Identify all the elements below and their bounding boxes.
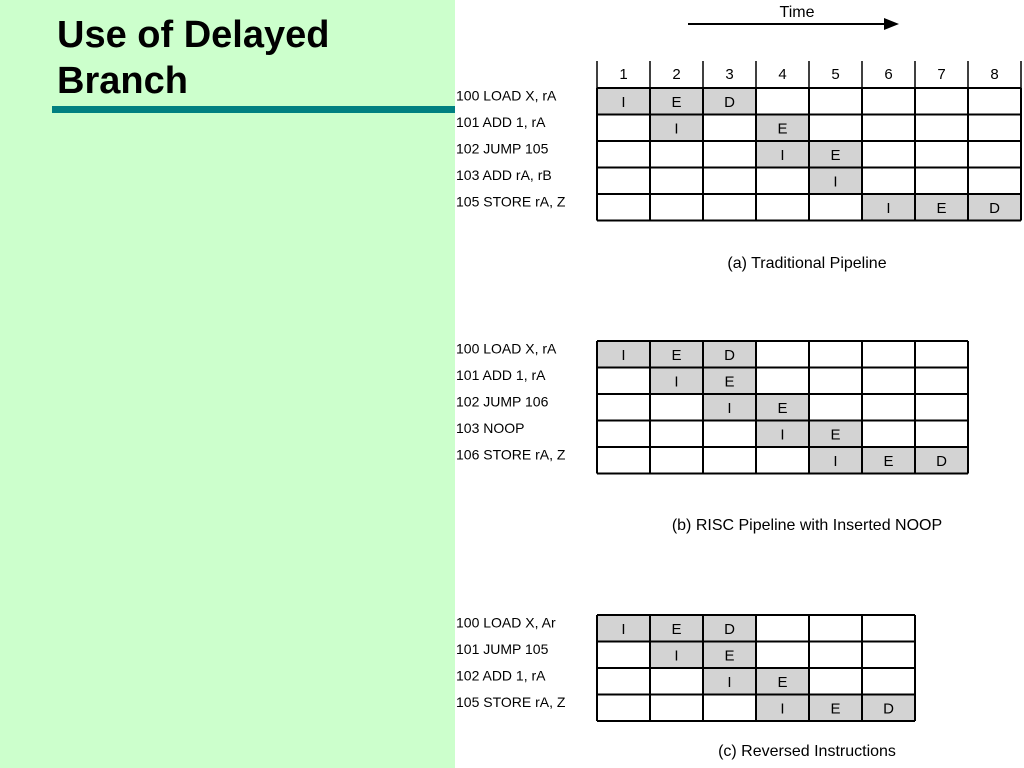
stage-label: E (777, 120, 788, 138)
time-column-label: 8 (990, 66, 999, 83)
stage-label: I (780, 426, 785, 444)
instruction-label: 102 JUMP 106 (456, 393, 549, 410)
stage-label: E (671, 620, 682, 638)
stage-label: I (621, 93, 626, 111)
instruction-label: 100 LOAD X, rA (456, 340, 557, 357)
stage-label: I (674, 373, 679, 391)
instruction-label: 103 ADD rA, rB (456, 166, 552, 183)
stage-label: E (830, 146, 841, 164)
stage-label: E (724, 373, 735, 391)
instruction-label: 105 STORE rA, Z (456, 693, 566, 710)
stage-label: I (833, 452, 838, 470)
pipeline-caption: (c) Reversed Instructions (718, 743, 896, 760)
time-column-label: 2 (672, 66, 681, 83)
stage-label: E (883, 452, 894, 470)
stage-label: E (777, 399, 788, 417)
stage-label: D (724, 93, 735, 111)
time-arrow-head (884, 18, 899, 30)
instruction-label: 100 LOAD X, Ar (456, 614, 556, 631)
instruction-label: 106 STORE rA, Z (456, 446, 566, 463)
stage-label: D (724, 346, 735, 364)
stage-label: I (621, 346, 626, 364)
pipeline-caption: (a) Traditional Pipeline (727, 255, 887, 272)
instruction-label: 105 STORE rA, Z (456, 193, 566, 210)
stage-label: D (936, 452, 947, 470)
time-column-label: 5 (831, 66, 840, 83)
stage-label: I (886, 199, 891, 217)
instruction-label: 100 LOAD X, rA (456, 87, 557, 104)
time-column-label: 3 (725, 66, 734, 83)
stage-label: I (727, 673, 732, 691)
instruction-label: 101 ADD 1, rA (456, 113, 546, 130)
stage-label: I (780, 700, 785, 718)
pipeline-1 (456, 61, 1021, 272)
time-column-label: 7 (937, 66, 946, 83)
stage-label: I (727, 399, 732, 417)
pipeline-2 (456, 340, 968, 534)
time-column-label: 6 (884, 66, 893, 83)
stage-label: E (671, 346, 682, 364)
time-axis (688, 4, 899, 30)
stage-label: I (780, 146, 785, 164)
pipeline-caption: (b) RISC Pipeline with Inserted NOOP (671, 517, 943, 534)
stage-label: D (724, 620, 735, 638)
instruction-label: 102 JUMP 105 (456, 140, 549, 157)
instruction-label: 103 NOOP (456, 419, 525, 436)
time-column-label: 1 (619, 66, 628, 83)
stage-label: I (674, 647, 679, 665)
slide-title: Use of Delayed Branch (57, 14, 330, 102)
instruction-label: 101 JUMP 105 (456, 640, 549, 657)
time-label: Time (779, 4, 815, 21)
pipelines (456, 61, 1021, 760)
instruction-label: 101 ADD 1, rA (456, 366, 546, 383)
stage-label: D (989, 199, 1000, 217)
time-column-label: 4 (778, 66, 787, 83)
stage-label: I (833, 173, 838, 191)
stage-label: E (936, 199, 947, 217)
stage-label: E (830, 700, 841, 718)
stage-label: I (674, 120, 679, 138)
stage-label: E (777, 673, 788, 691)
stage-label: E (671, 93, 682, 111)
stage-label: I (621, 620, 626, 638)
stage-label: E (724, 647, 735, 665)
stage-label: D (883, 700, 894, 718)
stage-label: E (830, 426, 841, 444)
pipeline-3 (456, 614, 915, 760)
instruction-label: 102 ADD 1, rA (456, 667, 546, 684)
